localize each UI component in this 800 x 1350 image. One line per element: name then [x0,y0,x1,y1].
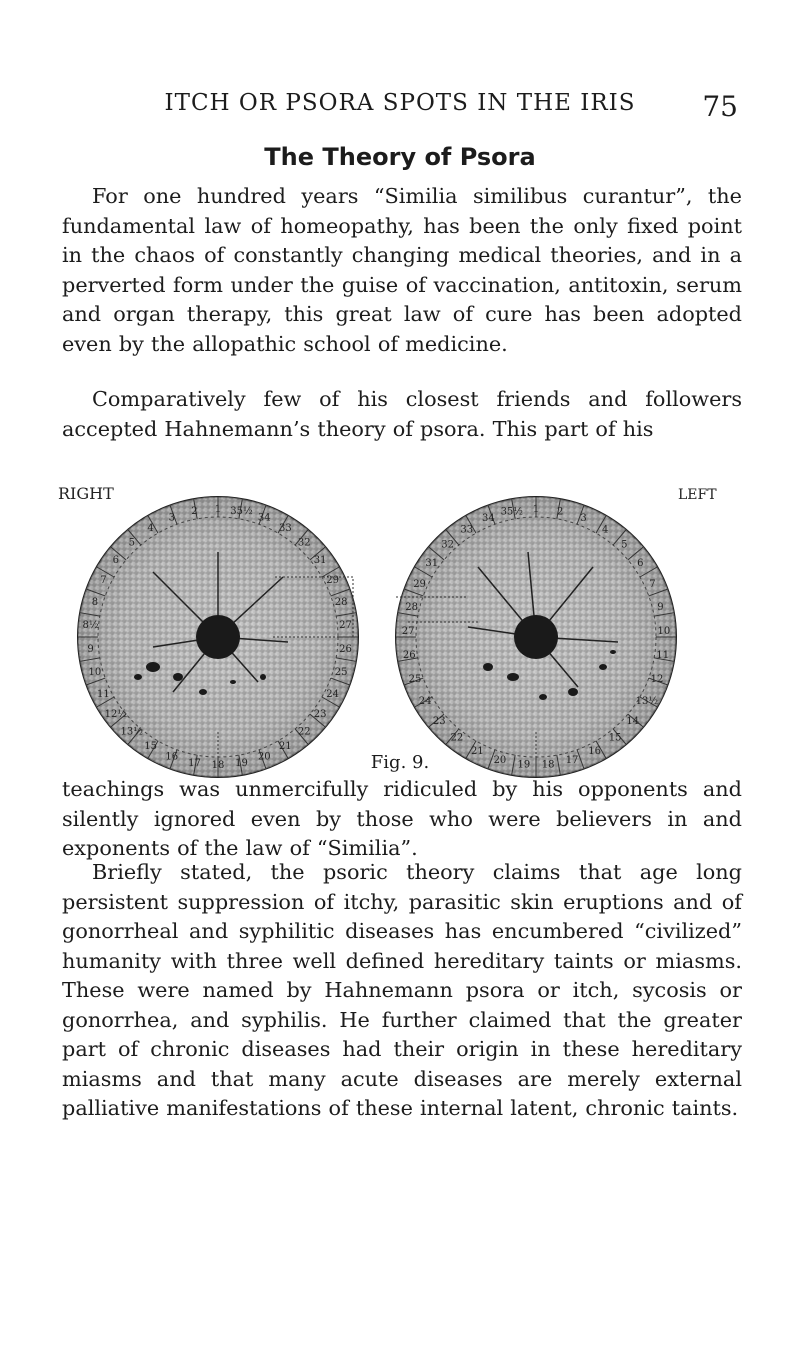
zone-number: 20 [257,751,271,763]
zone-number: 14 [626,715,640,727]
zone-number: 8 [91,596,99,608]
paragraph-4: Briefly stated, the psoric theory claims that age long persistent suppression of itchy, parasitic skin eruptions and of gonorrheal and syphilitic diseases has encumbered “civilized” humanity with three well defined hereditary taints or miasms. These were named by Hahnemann psora or itch, sycosis or gonorrhea, and syphilis. He further claimed that the greater part of chronic diseases had their origin in these hereditary miasms and that many acute diseases are merely external palliative manifestations of these internal latent, chronic taints. [62,860,742,1120]
zone-number: 17 [565,754,579,766]
zone-number: 22 [450,732,464,744]
zone-number: 23 [313,709,327,721]
zone-number: 34 [257,512,271,524]
zone-number: 4 [602,524,609,536]
running-title: ITCH OR PSORA SPOTS IN THE IRIS [164,90,636,116]
zone-number: 12 [650,673,664,685]
page-number: 75 [702,90,738,123]
zone-number: 13½ [120,726,143,738]
zone-number: 27 [339,620,352,632]
figure-caption: Fig. 9. [370,752,430,773]
zone-number: 20 [493,754,507,766]
zone-number: 15 [144,740,157,752]
section-title: The Theory of Psora [264,143,536,171]
zone-number: 9 [87,643,94,655]
zone-number: 2 [557,506,564,518]
right-pupil [196,615,240,659]
zone-number: 25 [408,673,422,685]
zone-number: 23 [432,715,446,727]
zone-number: 3 [168,512,175,524]
zone-number: 2 [191,506,198,518]
paragraph-1: For one hundred years “Similia similibus curantur”, the fundamental law of homeopathy, has been the only fixed point in the chaos of constantly changing medical theories, and in a perverted form under the guise of vaccination, antitoxin, serum and organ therapy, this great law of cure has been adopted even by the allopathic school of medicine. [62,184,742,356]
zone-number: 27 [401,625,415,637]
zone-number: 3 [580,513,587,525]
zone-number: 21 [470,745,484,757]
paragraph-3: teachings was unmercifully ridiculed by his opponents and silently ignored even by those who were believers in and exponents of the law of “Similia”. [62,777,742,860]
right-eye-label: RIGHT [58,484,114,503]
zone-number: 21 [279,740,292,752]
zone-number: 31 [425,557,439,569]
zone-number: 5 [621,539,628,551]
zone-number: 1 [532,504,540,515]
zone-number: 29 [413,578,426,590]
zone-number: 8½ [82,620,99,632]
zone-number: 31 [313,554,327,566]
zone-number: 7 [100,574,107,586]
zone-number: 24 [326,689,339,701]
zone-number: 28 [405,601,418,613]
zone-number: 25 [334,667,348,679]
zone-number: 19 [517,759,531,771]
zone-number: 6 [112,554,120,566]
left-iris [396,497,676,777]
zone-number: 12½ [104,709,128,721]
zone-number: 5 [128,537,135,549]
zone-number: 16 [165,751,179,763]
zone-number: 1 [214,504,222,515]
zone-number: 18 [541,759,555,771]
zone-number: 16 [588,745,602,757]
zone-number: 11 [97,689,110,701]
zone-number: 33 [279,523,292,535]
zone-number: 35½ [230,506,253,518]
zone-number: 26 [339,643,352,655]
iris-chart-figure [58,477,748,777]
zone-number: 7 [649,578,656,590]
zone-number: 35½ [500,506,523,518]
running-head [0,90,800,130]
zone-number: 15 [608,732,622,744]
zone-number: 9 [657,601,664,613]
zone-number: 28 [334,596,348,608]
zone-number: 11 [656,650,670,662]
zone-number: 19 [235,757,248,769]
zone-number: 10 [657,625,671,637]
zone-number: 26 [402,650,416,662]
zone-number: 10 [88,667,102,679]
zone-number: 32 [441,539,455,551]
zone-number: 18 [211,760,225,771]
zone-number: 4 [147,523,154,535]
left-eye-label: LEFT [678,487,717,503]
zone-number: 22 [297,726,311,738]
paragraph-2: Comparatively few of his closest friends and followers accepted Hahnemann’s theory of psora. This part of his [62,387,742,441]
left-pupil [514,615,558,659]
zone-number: 32 [297,537,311,549]
zone-number: 17 [188,757,201,769]
zone-number: 33 [460,524,474,536]
zone-number: 34 [482,513,495,525]
zone-number: 29 [326,574,339,586]
zone-number: 13½ [635,696,659,707]
zone-number: 6 [637,557,644,569]
zone-number: 24 [418,696,432,707]
